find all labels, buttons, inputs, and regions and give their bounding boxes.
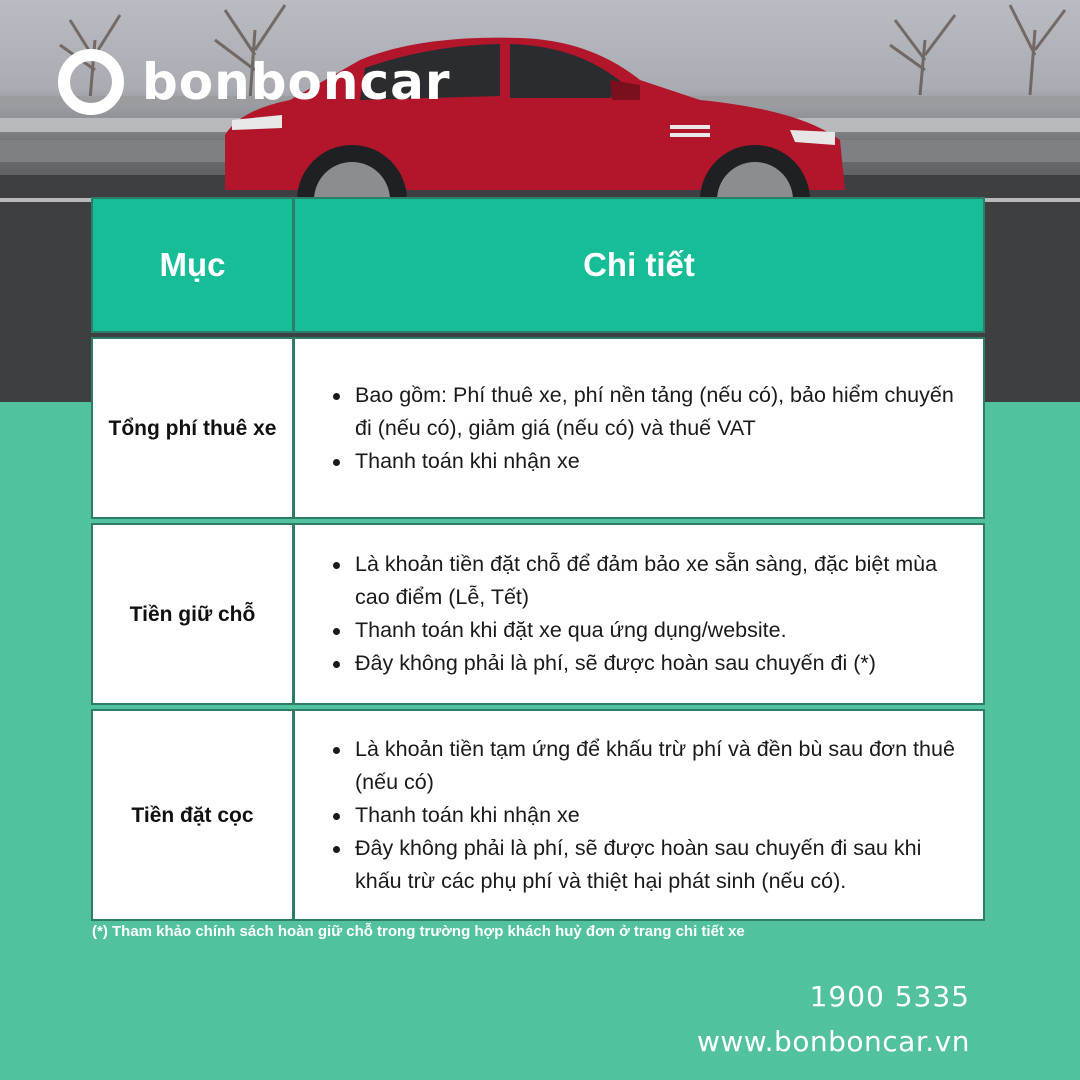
detail-list bbox=[329, 733, 963, 898]
row-details bbox=[295, 337, 985, 519]
info-table bbox=[91, 197, 985, 921]
phone-number: 1900 5335 bbox=[809, 980, 970, 1013]
header-cell-chi-tiet: Chi tiết bbox=[295, 197, 985, 333]
logo-ring-icon bbox=[58, 49, 124, 115]
detail-list bbox=[329, 548, 963, 680]
row-label: Tổng phí thuê xe bbox=[91, 337, 295, 519]
logo-text: bonboncar bbox=[142, 53, 451, 111]
row-label: Tiền đặt cọc bbox=[91, 709, 295, 921]
list-item: Là khoản tiền đặt chỗ để đảm bảo xe sẵn sàng, đặc biệt mùa cao điểm (Lễ, Tết) bbox=[329, 548, 963, 614]
header-cell-muc: Mục bbox=[91, 197, 295, 333]
table-header-row bbox=[91, 197, 985, 333]
list-item: Thanh toán khi nhận xe bbox=[329, 799, 963, 832]
list-item: Thanh toán khi nhận xe bbox=[329, 445, 963, 478]
list-item: Đây không phải là phí, sẽ được hoàn sau chuyến đi (*) bbox=[329, 647, 963, 680]
list-item: Là khoản tiền tạm ứng để khấu trừ phí và đền bù sau đơn thuê (nếu có) bbox=[329, 733, 963, 799]
brand-logo bbox=[58, 50, 451, 114]
footnote: (*) Tham khảo chính sách hoàn giữ chỗ trong trường hợp khách huỷ đơn ở trang chi tiết xe bbox=[92, 923, 745, 940]
row-label: Tiền giữ chỗ bbox=[91, 523, 295, 705]
table-row bbox=[91, 337, 985, 519]
list-item: Bao gồm: Phí thuê xe, phí nền tảng (nếu có), bảo hiểm chuyến đi (nếu có), giảm giá (nếu có) và thuế VAT bbox=[329, 379, 963, 445]
list-item: Đây không phải là phí, sẽ được hoàn sau chuyến đi sau khi khấu trừ các phụ phí và thiệt hại phát sinh (nếu có). bbox=[329, 832, 963, 898]
table-row bbox=[91, 523, 985, 705]
detail-list bbox=[329, 379, 963, 478]
row-details bbox=[295, 709, 985, 921]
list-item: Thanh toán khi đặt xe qua ứng dụng/website. bbox=[329, 614, 963, 647]
website-link: www.bonboncar.vn bbox=[696, 1025, 970, 1058]
row-details bbox=[295, 523, 985, 705]
table-row bbox=[91, 709, 985, 921]
